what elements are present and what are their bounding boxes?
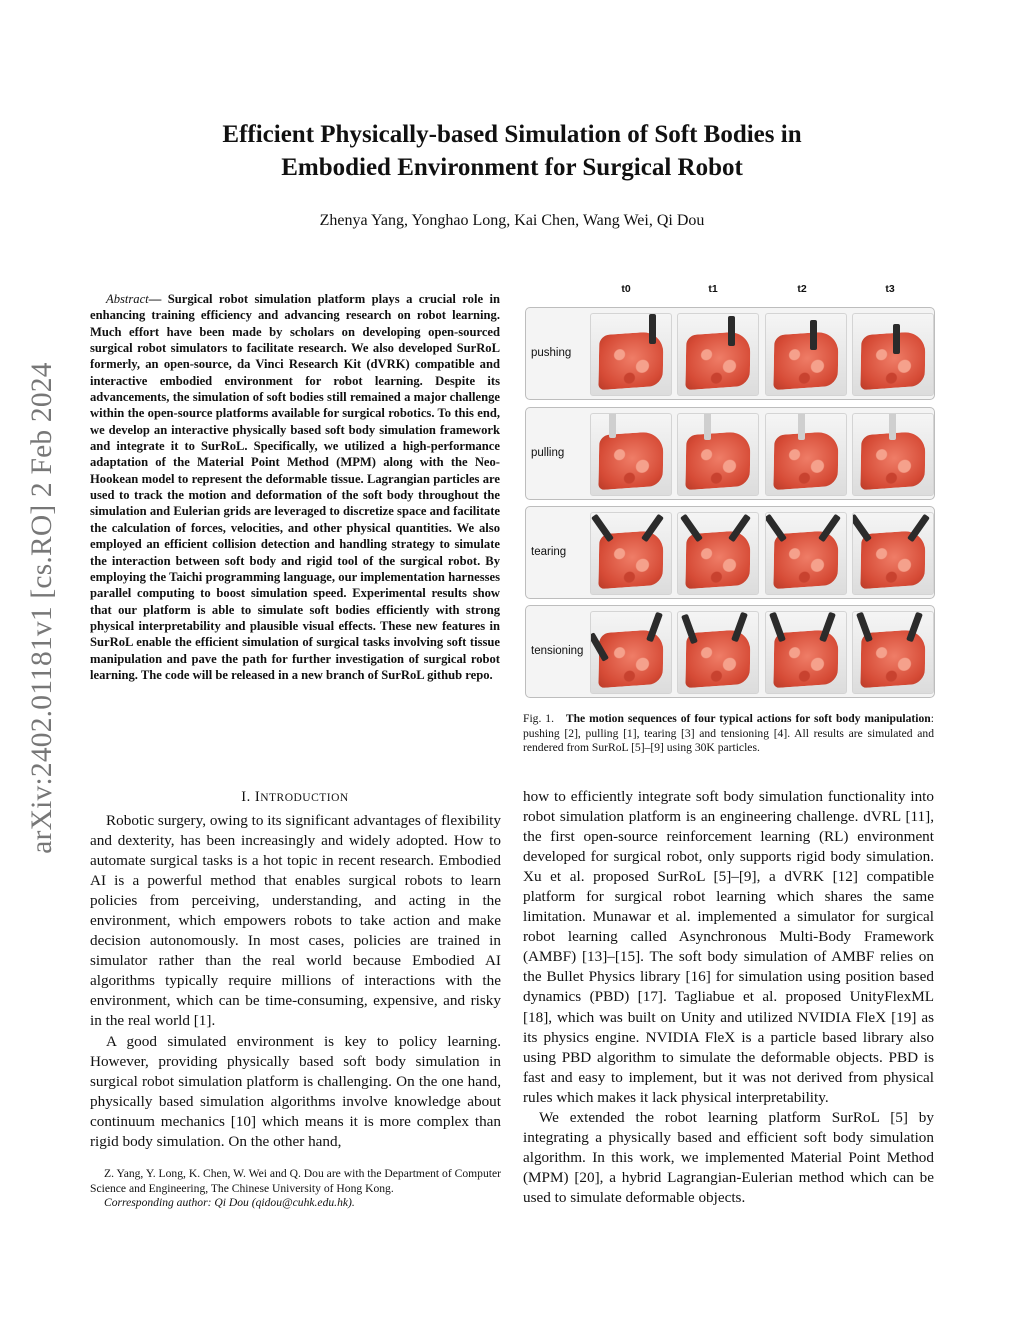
caption-label: Fig. 1. (523, 712, 555, 725)
robot-tool (856, 612, 873, 643)
sim-frame (590, 413, 672, 496)
intro-paragraph-2: A good simulated environment is key to policy learning. However, providing physically based soft body simulation in surgical robot simulation platform is challenging. On the one hand, physically based simulation algorithms involve knowledge about continuum mechanics [10] which means it is more complex than rigid body simulation. On the other hand, (90, 1032, 501, 1150)
figure-row-tearing (525, 506, 935, 599)
robot-tool (798, 413, 805, 440)
footnote-corresponding (90, 1196, 501, 1211)
right-paragraph-1: how to efficiently integrate soft body simulation functionality into robot simulation platform is an engineering challenge. dVRL [11], the first open-source reinforcement learning (RL) environment developed for surgical robot, only supports rigid body simulation. Xu et al. proposed SurRoL [5]–[9], a dVRK [12] compatible platform for surgical robot learning which shares the same limitation. Munawar et al. implemented a simulator for surgical robot learning called Asynchronous Multi-Body Framework (AMBF) [13]–[15]. The soft body simulation of AMBF relies on the Bullet Physics library [16] for simulation using position based dynamics (PBD) [17]. Tagliabue et al. proposed UnityFlexML [18], which was built on Unity and utilized NVIDIA FleX [19] as its physics engine. NVIDIA FleX is a particle based library also using PBD algorithm to simulate the deformable objects. PBD is fast and easy to implement, but it was not derived from physical rules which makes it lack physical interpretability. (523, 788, 934, 1106)
tissue-image (773, 331, 838, 390)
figure-caption (523, 712, 934, 756)
sim-frame (852, 512, 934, 595)
right-paragraph-2: We extended the robot learning platform SurRoL [5] by integrating a physically based and efficient soft body simulation algorithm. In this work, we implemented Material Point Method (MPM) [20], a hybrid Lagrangian-Eulerian method which can be used to simulate deformable objects. (523, 1108, 934, 1206)
sim-frame (765, 413, 847, 496)
robot-tool (893, 324, 900, 354)
caption-text: : pushing [2], pulling [1], tearing [3] and tensioning [4]. All results are simulated and rendered from SurRoL [5]–[9] using 30K particles. (523, 712, 934, 755)
title-line-1: Efficient Physically-based Simulation of Soft Bodies in (222, 121, 802, 148)
time-label-t3: t3 (885, 283, 895, 295)
abstract (90, 291, 500, 683)
row-label-tearing: tearing (531, 546, 567, 558)
caption-bold: The motion sequences of four typical actions for soft body manipulation (565, 712, 931, 725)
row-label-pushing: pushing (531, 347, 572, 359)
abstract-text: — Surgical robot simulation platform plays a crucial role in enhancing training efficiency and advancing research on robot learning. Much effort have been made by scholars on developing open-sourced surgical robot simulators to facilitate research. We also developed SurRoL formerly, an open-source, da Vinci Research Kit (dVRK) compatible and interactive embodied environment for robot learning. Despite its advancements, the simulation of soft bodies still remained a major challenge within the open-source platforms available for surgical robotics. To this end, we develop an interactive physically based soft body simulation framework and integrate it to SurRoL. Specifically, we utilized a high-performance adaptation of the Material Point Method (MPM) along with the Neo-Hookean model to represent the deformable tissue. Lagrangian particles are used to track the motion and deformation of the soft body throughout the simulation and Eulerian grids are leveraged to discretize space and facilitate the calculation of forces, velocities, and other physical quantities. We also employed an efficient collision detection and handling strategy to simulate the interaction between soft body and rigid tool of the surgical robot. By employing the Taichi programming language, our implementation harnesses parallel computing to boost simulation speed. Experimental results show that our platform is able to simulate soft bodies efficiently with strong physical interpretability and plausible visual effects. These new features in SurRoL enable the efficient simulation of surgical tasks involving soft tissue manipulation and pave the path for further investigation of surgical robot learning. The code will be released in a new branch of SurRoL github repo. (90, 292, 500, 682)
robot-tool (609, 413, 616, 438)
sim-frame (765, 512, 847, 595)
robot-tool (728, 316, 735, 346)
corresponding-author: Corresponding author: Qi Dou (qidou@cuhk.edu.hk). (104, 1196, 355, 1210)
author-list: Zhenya Yang, Yonghao Long, Kai Chen, Wang Wei, Qi Dou (319, 212, 705, 229)
sim-frame (677, 313, 759, 396)
robot-tool (704, 413, 711, 440)
arxiv-identifier: arXiv:2402.01181v1 [cs.RO] 2 Feb 2024 (26, 362, 58, 854)
robot-tool (810, 320, 817, 350)
sim-frame (590, 313, 672, 396)
robot-tool (889, 413, 896, 440)
time-label-t0: t0 (621, 283, 631, 295)
intro-paragraph-1: Robotic surgery, owing to its significant advantages of flexibility and dexterity, has been increasingly and widely adopted. How to automate surgical tasks is a hot topic in recent research. Embodied AI is a powerful method that enables surgical robots to learn policies from perceiving, understanding, and acting in the environment, which empowers robots to take action and make decision autonomously. In most cases, policies are trained in simulator rather than the real world because Embodied AI algorithms typically require millions of interactions with the environment, which can be time-consuming, expensive, and risky in the real world [1]. (90, 812, 501, 1030)
section-title-rest: NTRODUCTION (260, 792, 349, 804)
figure-row-pushing (525, 307, 935, 400)
title-line-2: Embodied Environment for Surgical Robot (281, 154, 743, 181)
figure-row-pulling (525, 407, 935, 500)
tissue-image (685, 331, 750, 390)
robot-tool (681, 614, 698, 645)
robot-tool (769, 612, 786, 643)
row-label-tensioning: tensioning (531, 645, 584, 657)
paper-title (140, 118, 884, 184)
sim-frame (852, 313, 934, 396)
tissue-image (773, 431, 838, 490)
row-label-pulling: pulling (531, 447, 565, 459)
sim-frame (590, 611, 672, 694)
sim-frame (677, 611, 759, 694)
sim-frame (765, 611, 847, 694)
left-column-body (90, 811, 501, 1152)
abstract-label: Abstract (106, 292, 149, 306)
section-number: I. (241, 789, 251, 805)
sim-frame (852, 413, 934, 496)
footnote (90, 1167, 501, 1211)
section-heading (90, 789, 500, 806)
robot-tool (649, 314, 656, 344)
section-title-initial: I (254, 789, 261, 805)
sim-frame (677, 413, 759, 496)
tissue-image (598, 431, 663, 490)
time-label-t1: t1 (708, 283, 718, 295)
sim-frame (852, 611, 934, 694)
figure-row-tensioning (525, 605, 935, 698)
sim-frame (765, 313, 847, 396)
tissue-image (685, 431, 750, 490)
footnote-affiliation: Z. Yang, Y. Long, K. Chen, W. Wei and Q. Dou are with the Department of Computer Science and Engineering, The Chinese University of Hong Kong. (90, 1167, 501, 1195)
right-column-body (523, 787, 934, 1208)
sim-frame (590, 512, 672, 595)
figure-1 (523, 283, 935, 698)
sim-frame (677, 512, 759, 595)
time-label-t2: t2 (797, 283, 807, 295)
